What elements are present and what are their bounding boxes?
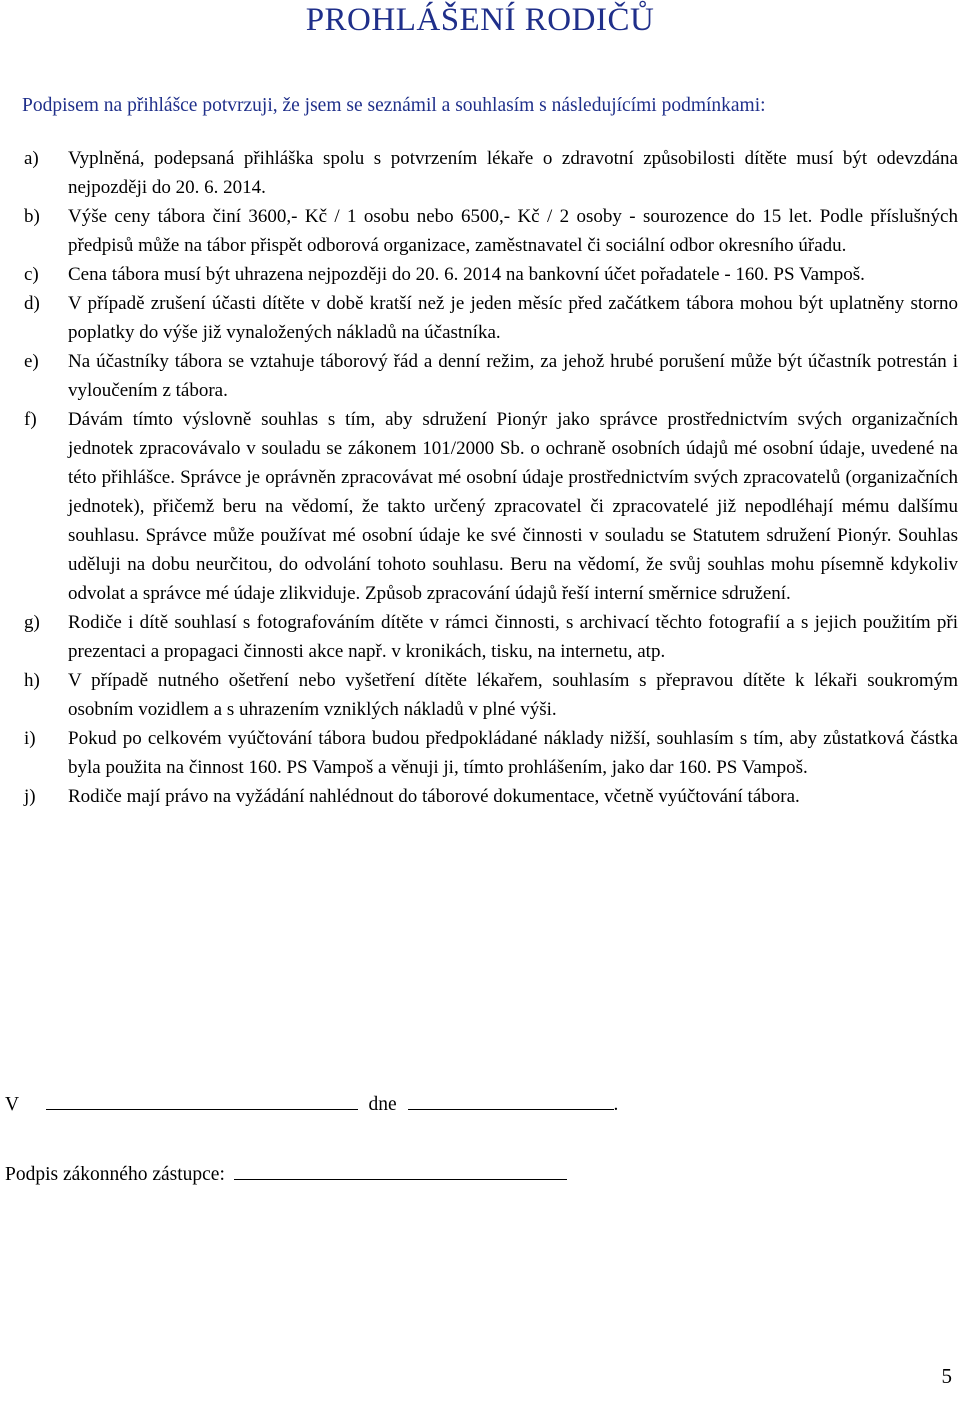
list-item — [20, 260, 958, 289]
list-item — [20, 405, 958, 608]
signature-blank-field[interactable] — [234, 1178, 567, 1180]
item-text: Rodiče mají právo na vyžádání nahlédnout do táborové dokumentace, včetně vyúčtování tábora. — [68, 786, 800, 807]
document-title: PROHLÁŠENÍ RODIČŮ — [305, 2, 655, 38]
item-text: Na účastníky tábora se vztahuje táborový řád a denní režim, za jehož hrubé porušení může být účastník potrestán i vyloučením z tábora. — [68, 351, 958, 401]
item-label: a) — [24, 148, 39, 169]
list-item — [20, 347, 958, 405]
item-label: e) — [24, 351, 39, 372]
item-label: h) — [24, 670, 40, 691]
item-label: d) — [24, 293, 40, 314]
list-item — [20, 724, 958, 782]
item-text: Rodiče i dítě souhlasí s fotografováním dítěte v rámci činnosti, s archivací těchto fotografií a s jejich použitím při prezentaci a propagaci činnosti akce např. v kronikách, tisku, na internetu, atp. — [68, 612, 958, 662]
item-text: Výše ceny tábora činí 3600,- Kč / 1 osobu nebo 6500,- Kč / 2 osoby - sourozence do 15 let. Podle příslušných předpisů může na tábor přispět odborová organizace, zaměstnavatel či sociální odbor okresního úřadu. — [68, 206, 958, 256]
list-item — [20, 289, 958, 347]
list-item — [20, 608, 958, 666]
list-item — [20, 144, 958, 202]
conditions-list — [20, 144, 958, 811]
place-label: V — [5, 1094, 19, 1115]
list-item — [20, 666, 958, 724]
date-label: dne — [368, 1094, 397, 1115]
item-label: b) — [24, 206, 40, 227]
item-text: Dávám tímto výslovně souhlas s tím, aby sdružení Pionýr jako správce prostřednictvím svých organizačních jednotek zpracovávalo v souladu se zákonem 101/2000 Sb. o ochraně osobních údajů mé osobní údaje, uvedené na této přihlášce. Správce je oprávněn zpracovávat mé osobní údaje prostřednictvím svých zpracovatelů (organizačních jednotek), přičemž beru na vědomí, že takto určený zpracovatel či zpracovatelé již nepodléhají mému dalšímu souhlasu. Správce může používat mé osobní údaje ke své činnosti v souladu se Statutem sdružení Pionýr. Souhlas uděluji na dobu neurčitou, do odvolání tohoto souhlasu. Beru na vědomí, že svůj souhlas mohu písemně kdykoliv odvolat a správce mé údaje zlikviduje. Způsob zpracování údajů řeší interní směrnice sdružení. — [68, 409, 958, 604]
list-item — [20, 782, 958, 811]
item-text: Vyplněná, podepsaná přihláška spolu s potvrzením lékaře o zdravotní způsobilosti dítěte musí být odevzdána nejpozději do 20. 6. 2014. — [68, 148, 958, 198]
list-item — [20, 202, 958, 260]
signature-label: Podpis zákonného zástupce: — [5, 1164, 225, 1185]
item-text: Cena tábora musí být uhrazena nejpozději do 20. 6. 2014 na bankovní účet pořadatele - 160. PS Vampoš. — [68, 264, 865, 285]
item-label: g) — [24, 612, 40, 633]
item-text: Pokud po celkovém vyúčtování tábora budou předpokládané náklady nižší, souhlasím s tím, aby zůstatková částka byla použita na činnost 160. PS Vampoš a věnuji ji, tímto prohlášením, jako dar 160. PS Vampoš. — [68, 728, 958, 778]
date-blank-field[interactable] — [408, 1108, 614, 1110]
place-blank-field[interactable] — [46, 1108, 358, 1110]
intro-text: Podpisem na přihlášce potvrzuji, že jsem se seznámil a souhlasím s následujícími podmínkami: — [22, 95, 766, 116]
item-text: V případě nutného ošetření nebo vyšetření dítěte lékařem, souhlasím s přepravou dítěte k lékaři soukromým osobním vozidlem a s uhrazením vzniklých nákladů v plné výši. — [68, 670, 958, 720]
date-end: . — [613, 1094, 619, 1115]
page-number: 5 — [941, 1364, 952, 1388]
signature-line — [5, 1164, 567, 1186]
item-label: i) — [24, 728, 36, 749]
item-label: j) — [24, 786, 36, 807]
item-label: f) — [24, 409, 37, 430]
place-date-line — [5, 1094, 618, 1116]
item-label: c) — [24, 264, 39, 285]
item-text: V případě zrušení účasti dítěte v době kratší než je jeden měsíc před začátkem tábora mohou být uplatněny storno poplatky do výše již vynaložených nákladů na účastníka. — [68, 293, 958, 343]
